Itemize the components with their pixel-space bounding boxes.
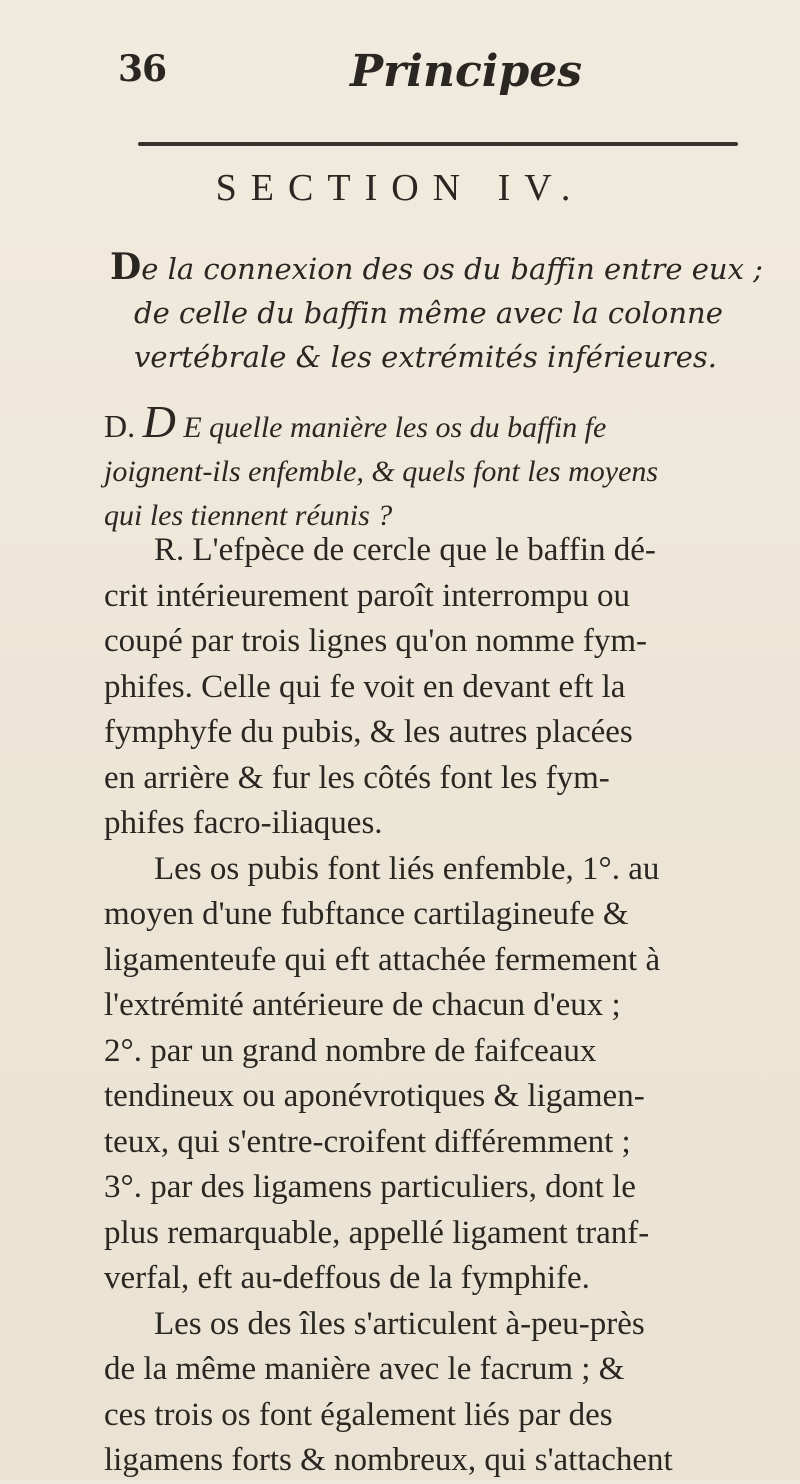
summary-dropcap: D — [110, 246, 142, 288]
answer-line: de la même manière avec le facrum ; & — [104, 1351, 625, 1387]
section-summary — [110, 245, 770, 379]
question-line-2: joignent-ils enfemble, & quels font les moyens — [104, 455, 659, 488]
answer-line: Les os des îles s'articulent à-peu-près — [154, 1305, 645, 1342]
answer-line: fymphyfe du pubis, & les autres placées — [104, 714, 633, 750]
answer-line: verfal, eft au-deffous de la fymphife. — [104, 1260, 590, 1296]
answer-line: 3°. par des ligamens particuliers, dont le — [104, 1169, 636, 1205]
answer-line: tendineux ou aponévrotiques & ligamen- — [104, 1078, 645, 1114]
question-initial: D — [142, 396, 176, 447]
answer-block — [104, 528, 784, 1484]
running-head: Principes — [350, 46, 583, 97]
answer-line: Les os pubis font liés enfemble, 1°. au — [154, 850, 660, 887]
question-block — [104, 396, 784, 538]
answer-line: R. L'efpèce de cercle que le baffin dé- — [154, 532, 656, 568]
summary-line-2: de celle du baffin même avec la colonne — [134, 296, 723, 330]
answer-line: crit intérieurement paroît interrompu ou — [104, 577, 630, 614]
answer-line: 2°. par un grand nombre de faifceaux — [104, 1032, 597, 1069]
answer-line: moyen d'une fubftance cartilagineufe & — [104, 896, 629, 932]
question-label: D. — [104, 408, 136, 444]
section-title: SECTION IV. — [215, 167, 585, 209]
summary-line-1: De la connexion des os du baffin entre eux ; — [110, 246, 763, 288]
answer-line: plus remarquable, appellé ligament tranf- — [104, 1214, 650, 1251]
question-line-1: D. D E quelle manière les os du baffin fe — [104, 396, 607, 447]
question-line-3: qui les tiennent réunis ? — [104, 499, 393, 532]
page-number: 36 — [118, 48, 167, 90]
answer-line: ligamens forts & nombreux, qui s'attachent — [104, 1442, 673, 1478]
summary-line-3: vertébrale & les extrémités inférieures. — [134, 340, 718, 374]
answer-line: en arrière & fur les côtés font les fym- — [104, 759, 610, 796]
answer-line: l'extrémité antérieure de chacun d'eux ; — [104, 987, 621, 1023]
answer-line: ligamenteufe qui eft attachée fermement à — [104, 941, 661, 978]
answer-line: ces trois os font également liés par des — [104, 1396, 613, 1433]
answer-line: phifes facro-iliaques. — [104, 805, 383, 841]
page-header — [0, 28, 800, 98]
answer-line: teux, qui s'entre-croifent différemment ; — [104, 1123, 631, 1160]
header-rule — [138, 142, 738, 146]
answer-line: phifes. Celle qui fe voit en devant eft la — [104, 668, 626, 705]
answer-line: coupé par trois lignes qu'on nomme fym- — [104, 623, 648, 659]
